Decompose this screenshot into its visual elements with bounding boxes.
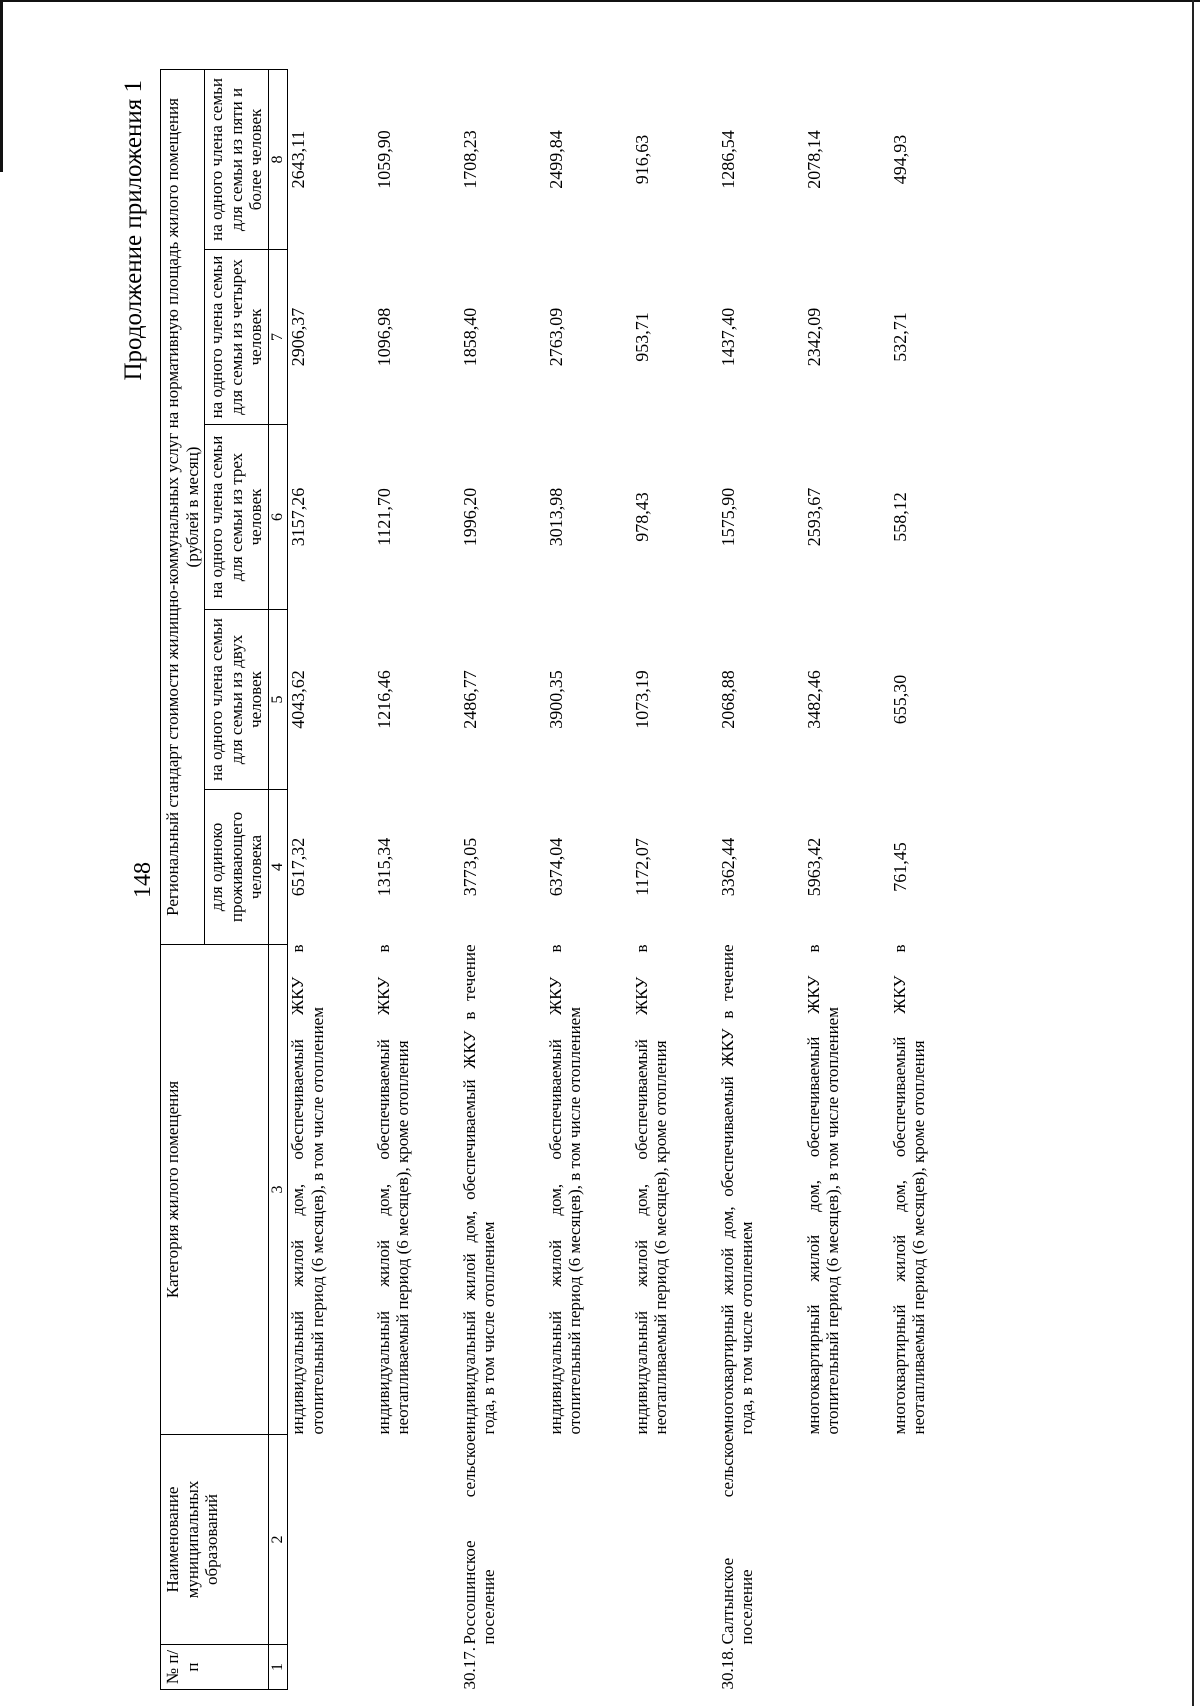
value-single: 761,45 — [889, 842, 910, 892]
value-four: 2763,09 — [545, 307, 566, 367]
col-number: 6 — [268, 425, 287, 610]
row-number — [374, 1645, 460, 1690]
value-single: 3773,05 — [459, 837, 480, 897]
value-four: 953,71 — [631, 312, 652, 362]
col-number: 7 — [268, 250, 287, 425]
value-two: 1073,19 — [631, 670, 652, 729]
value-three: 558,12 — [889, 492, 910, 542]
row-category: многоквартирный жилой дом, обеспечиваемый ЖКУ в отопительный период (6 месяцев), в том числе отоплением — [803, 944, 843, 1435]
value-five-plus: 1708,23 — [459, 130, 480, 189]
header-standard-group: Региональный стандарт стоимости жилищно-коммунальных услуг на нормативную площадь жилого помещения (рублей в месяц) — [161, 69, 205, 944]
value-four: 1437,40 — [717, 307, 738, 367]
value-four: 2906,37 — [288, 307, 309, 367]
value-two: 2068,88 — [717, 670, 738, 729]
table-row — [632, 69, 718, 1689]
value-five-plus: 2078,14 — [803, 130, 824, 189]
value-five-plus: 2643,11 — [288, 130, 309, 189]
value-three: 2593,67 — [803, 487, 824, 547]
table-row — [804, 69, 890, 1689]
header-three-persons: на одного члена семьи для семьи из трех человек — [205, 425, 269, 610]
value-single: 3362,44 — [717, 837, 738, 897]
row-municipality: Россошинское сельское поселение — [459, 1434, 499, 1645]
value-three: 3013,98 — [545, 487, 566, 547]
scan-edge-right — [1192, 0, 1194, 1706]
col-number: 4 — [268, 790, 287, 945]
col-number: 5 — [268, 610, 287, 790]
appendix-continuation-note: Продолжение приложения 1 — [120, 80, 147, 381]
row-category: индивидуальный жилой дом, обеспечиваемый ЖКУ в неотапливаемый период (6 месяцев), кроме отопления — [373, 944, 413, 1435]
table-row — [546, 69, 632, 1689]
value-four: 532,71 — [889, 312, 910, 362]
col-number: 8 — [268, 69, 287, 249]
value-five-plus: 1286,54 — [717, 130, 738, 189]
row-municipality — [632, 1435, 718, 1645]
value-single: 6374,04 — [545, 837, 566, 897]
value-single: 1315,34 — [373, 837, 394, 897]
header-municipality: Наименование муниципальных образований — [161, 1435, 269, 1645]
value-single: 5963,42 — [803, 837, 824, 897]
row-number — [288, 1645, 374, 1690]
value-four: 1858,40 — [459, 307, 480, 367]
row-number — [890, 1645, 976, 1690]
table-row — [718, 69, 804, 1689]
value-three: 978,43 — [631, 492, 652, 542]
value-three: 1575,90 — [717, 487, 738, 547]
value-two: 655,30 — [889, 674, 910, 725]
value-two: 4043,62 — [288, 670, 309, 729]
value-five-plus: 2499,84 — [545, 130, 566, 189]
value-two: 2486,77 — [459, 670, 480, 729]
row-municipality — [890, 1435, 976, 1645]
value-single: 1172,07 — [631, 838, 652, 896]
col-number: 2 — [268, 1435, 287, 1645]
scan-edge-top — [0, 0, 1200, 2]
table-row — [460, 69, 546, 1689]
row-category: индивидуальный жилой дом, обеспечиваемый ЖКУ в течение года, в том числе отоплением — [459, 944, 499, 1435]
value-four: 1096,98 — [373, 307, 394, 367]
scan-edge-left — [0, 0, 3, 172]
row-municipality — [546, 1435, 632, 1645]
value-three: 1121,70 — [373, 488, 394, 546]
row-municipality — [804, 1435, 890, 1645]
header-four-persons: на одного члена семьи для семьи из четырех человек — [205, 250, 269, 425]
value-two: 1216,46 — [373, 670, 394, 729]
value-three: 3157,26 — [288, 487, 309, 547]
header-two-persons: на одного члена семьи для семьи из двух человек — [205, 610, 269, 790]
row-number: 30.18. — [717, 1647, 737, 1690]
row-municipality: Салтынское сельское поселение — [717, 1434, 757, 1645]
row-number — [804, 1645, 890, 1690]
value-four: 2342,09 — [803, 307, 824, 367]
value-five-plus: 916,63 — [631, 134, 652, 185]
header-no: № п/п — [161, 1645, 269, 1690]
value-two: 3900,35 — [545, 670, 566, 729]
row-number — [546, 1645, 632, 1690]
col-number: 1 — [268, 1645, 287, 1690]
rotated-page — [120, 70, 1060, 1690]
header-category: Категория жилого помещения — [161, 945, 269, 1435]
value-single: 6517,32 — [288, 837, 309, 897]
value-two: 3482,46 — [803, 670, 824, 729]
row-category: индивидуальный жилой дом, обеспечиваемый ЖКУ в отопительный период (6 месяцев), в том числе отоплением — [288, 944, 327, 1435]
value-five-plus: 1059,90 — [373, 130, 394, 189]
row-category: многоквартирный жилой дом, обеспечиваемый ЖКУ в течение года, в том числе отоплением — [717, 944, 757, 1435]
page-number: 148 — [130, 862, 156, 898]
row-category: индивидуальный жилой дом, обеспечиваемый ЖКУ в неотапливаемый период (6 месяцев), кроме отопления — [631, 944, 671, 1435]
row-category: многоквартирный жилой дом, обеспечиваемый ЖКУ в неотапливаемый период (6 месяцев), кроме отопления — [889, 944, 929, 1435]
row-municipality — [288, 1435, 374, 1645]
table-row — [288, 69, 374, 1689]
header-single: для одиноко проживающего человека — [205, 790, 269, 945]
value-five-plus: 494,93 — [889, 134, 910, 185]
row-number — [632, 1645, 718, 1690]
header-five-plus-persons: на одного члена семьи для семьи из пяти и более человек — [205, 69, 269, 249]
table-row — [374, 69, 460, 1689]
row-municipality — [374, 1435, 460, 1645]
col-number: 3 — [268, 945, 287, 1435]
value-three: 1996,20 — [459, 487, 480, 547]
table-row — [890, 69, 976, 1689]
row-number: 30.17. — [459, 1647, 479, 1690]
tariff-table — [160, 69, 976, 1690]
row-category: индивидуальный жилой дом, обеспечиваемый ЖКУ в отопительный период (6 месяцев), в том числе отоплением — [545, 944, 585, 1435]
